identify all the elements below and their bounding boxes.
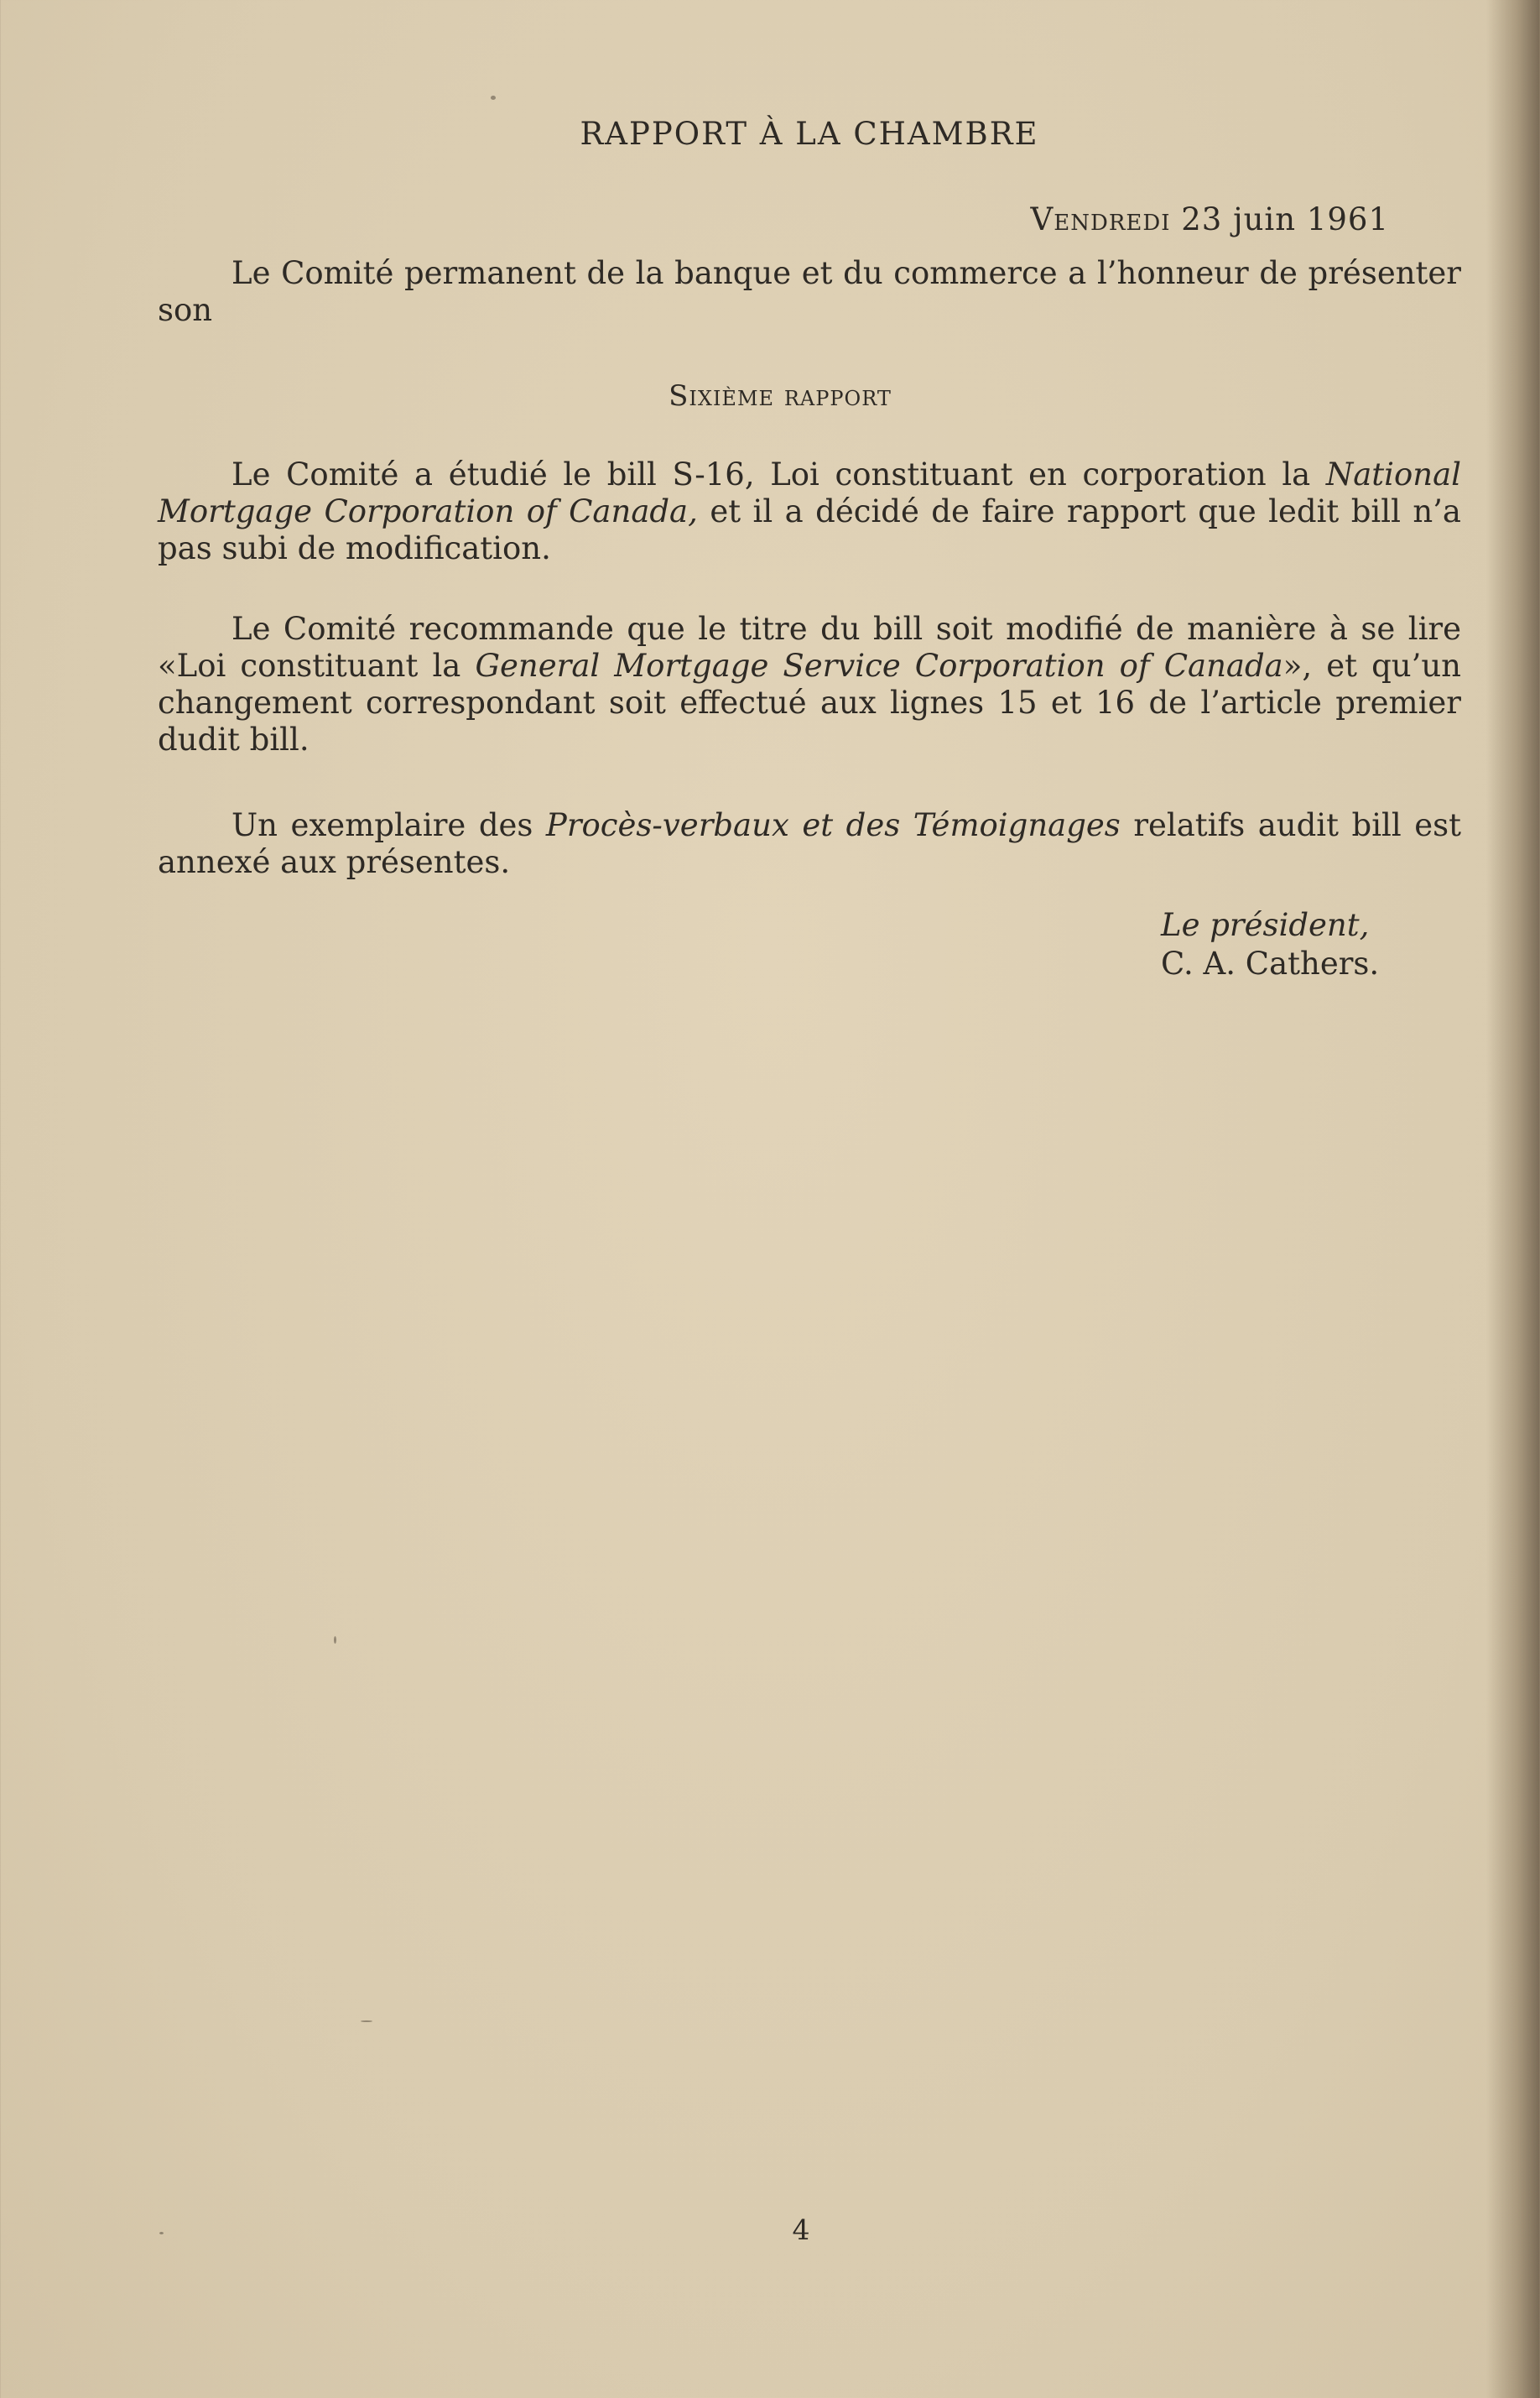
paragraph3-text-a: Un exemplaire des — [232, 807, 546, 843]
paper-speck — [334, 1636, 336, 1644]
paragraph-annex — [158, 807, 1461, 881]
paper-speck — [159, 2232, 164, 2234]
report-title: RAPPORT À LA CHAMBRE — [580, 116, 1039, 152]
paragraph-title-change — [158, 611, 1461, 758]
date-weekday: Vendredi — [1030, 201, 1171, 237]
intro-paragraph: Le Comité permanent de la banque et du commerce a l’honneur de présenter son — [158, 255, 1461, 328]
paragraph-bill-study — [158, 456, 1461, 567]
paragraph1-text-b: et il a décidé de faire rapport que ledit bill n’a pas subi de modification. — [158, 493, 1461, 566]
paper-speck — [491, 96, 496, 100]
paragraph2-text-a: Le Comité recommande que le titre du bill soit modifié de manière à se lire «Loi constituant la — [158, 611, 1461, 684]
report-heading: Sixième rapport — [669, 379, 892, 413]
paragraph2-italic: General Mortgage Service Corporation of Canada — [475, 648, 1283, 684]
report-date — [1031, 201, 1389, 237]
signature-role: Le président, — [1161, 907, 1370, 943]
paragraph3-text-b: relatifs audit bill est annexé aux présentes. — [158, 807, 1461, 880]
date-rest: 23 juin 1961 — [1181, 201, 1389, 237]
paragraph1-italic: National Mortgage Corporation of Canada, — [158, 456, 1461, 529]
paragraph2-text-b: », et qu’un changement correspondant soit effectué aux lignes 15 et 16 de l’article premier dudit bill. — [158, 648, 1462, 758]
page-number: 4 — [792, 2213, 810, 2246]
paragraph3-italic: Procès-verbaux et des Témoignages — [545, 807, 1121, 843]
paper-speck — [361, 2020, 372, 2022]
paragraph1-text-a: Le Comité a étudié le bill S-16, Loi constituant en corporation la — [232, 456, 1326, 493]
signature-name: C. A. Cathers. — [1161, 946, 1380, 982]
